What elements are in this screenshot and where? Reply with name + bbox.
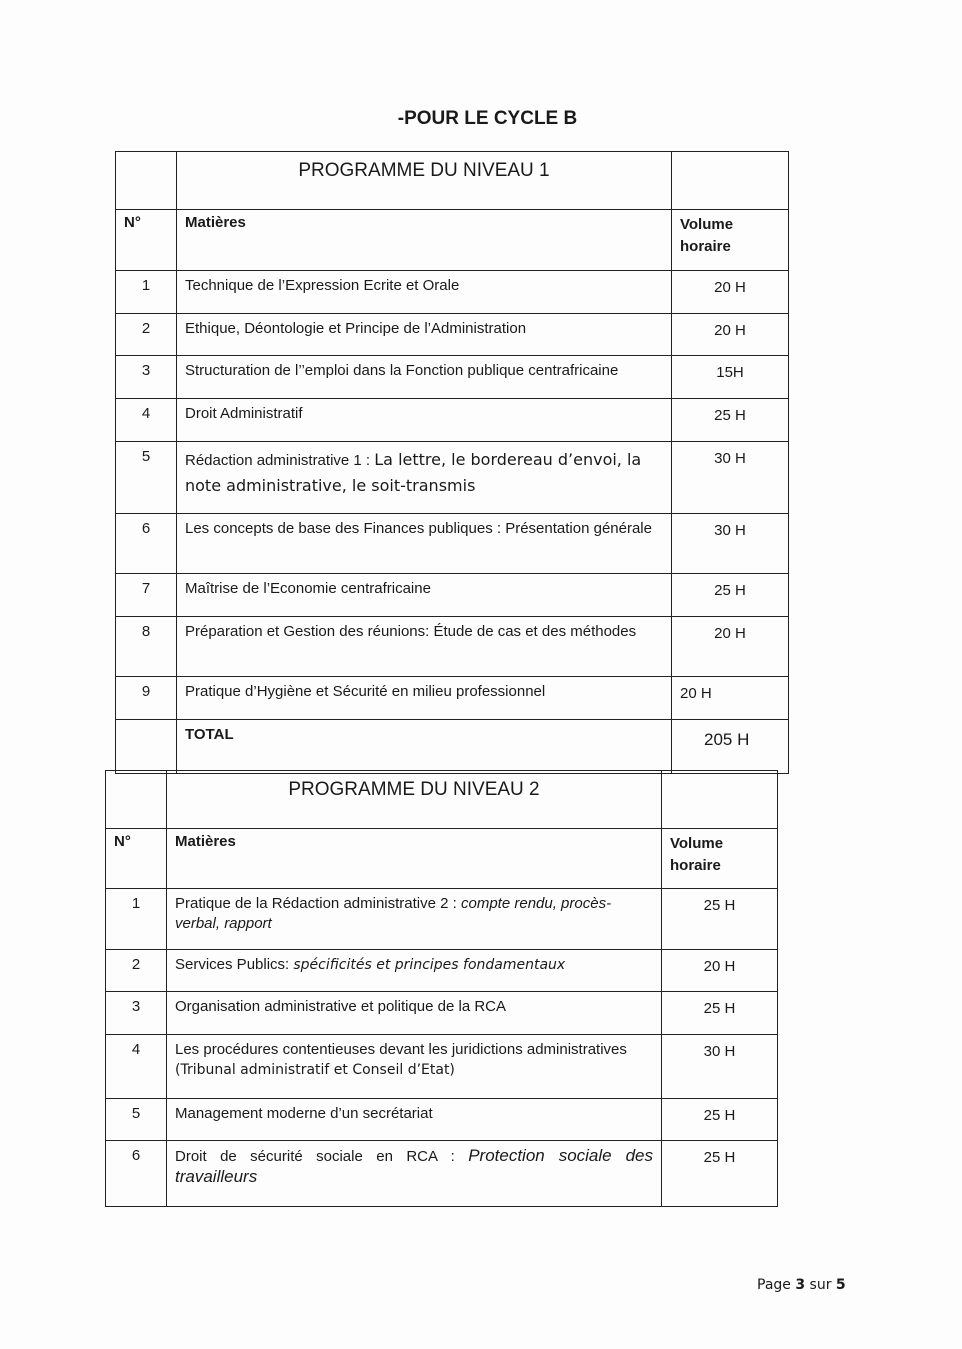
row-matiere-detail: Protection sociale des travailleurs bbox=[175, 1146, 653, 1186]
row-num: 5 bbox=[106, 1099, 167, 1141]
row-volume: 20 H bbox=[662, 950, 778, 992]
row-num: 2 bbox=[116, 314, 177, 356]
col-header-matieres: Matières bbox=[177, 210, 672, 271]
row-num: 7 bbox=[116, 574, 177, 617]
row-num: 1 bbox=[116, 271, 177, 314]
table-row bbox=[106, 992, 778, 1035]
page-footer bbox=[757, 1277, 846, 1293]
row-matiere bbox=[167, 950, 662, 992]
row-num: 4 bbox=[116, 399, 177, 442]
table-row bbox=[106, 889, 778, 950]
row-num: 1 bbox=[106, 889, 167, 950]
row-matiere-lead: Les procédures contentieuses devant les juridictions administratives bbox=[175, 1041, 627, 1058]
row-matiere: Ethique, Déontologie et Principe de l’Administration bbox=[177, 314, 672, 356]
col-header-num: N° bbox=[106, 829, 167, 889]
footer-page-total: 5 bbox=[835, 1277, 846, 1293]
table-row bbox=[116, 617, 789, 677]
col-header-matieres: Matières bbox=[167, 829, 662, 889]
row-volume: 20 H bbox=[672, 314, 789, 356]
row-matiere bbox=[167, 1141, 662, 1207]
section-heading: -POUR LE CYCLE B bbox=[397, 108, 578, 129]
table-title: PROGRAMME DU NIVEAU 1 bbox=[177, 152, 672, 210]
col-header-volume: Volume horaire bbox=[672, 210, 789, 271]
row-num: 8 bbox=[116, 617, 177, 677]
table-title: PROGRAMME DU NIVEAU 2 bbox=[167, 771, 662, 829]
table-title-row bbox=[106, 771, 778, 829]
row-matiere: Organisation administrative et politique de la RCA bbox=[167, 992, 662, 1035]
row-volume: 25 H bbox=[662, 1099, 778, 1141]
row-volume: 20 H bbox=[672, 271, 789, 314]
table-row bbox=[116, 314, 789, 356]
row-volume: 30 H bbox=[672, 514, 789, 574]
row-volume: 25 H bbox=[662, 992, 778, 1035]
row-matiere bbox=[177, 442, 672, 514]
row-matiere: Maîtrise de l’Economie centrafricaine bbox=[177, 574, 672, 617]
row-volume: 25 H bbox=[672, 574, 789, 617]
row-volume: 25 H bbox=[662, 889, 778, 950]
total-row bbox=[116, 720, 789, 774]
table-row bbox=[116, 399, 789, 442]
row-num: 5 bbox=[116, 442, 177, 514]
table-row bbox=[116, 356, 789, 399]
row-num: 6 bbox=[116, 514, 177, 574]
row-matiere bbox=[167, 1035, 662, 1099]
row-num: 6 bbox=[106, 1141, 167, 1207]
footer-prefix: Page bbox=[757, 1277, 796, 1293]
row-volume: 25 H bbox=[672, 399, 789, 442]
row-matiere-detail: (Tribunal administratif et Conseil d’Etat) bbox=[175, 1062, 455, 1078]
row-matiere: Pratique d’Hygiène et Sécurité en milieu professionnel bbox=[177, 677, 672, 720]
table-title-row bbox=[116, 152, 789, 210]
table-row bbox=[106, 1099, 778, 1141]
row-matiere: Les concepts de base des Finances publiques : Présentation générale bbox=[177, 514, 672, 574]
row-matiere: Technique de l’Expression Ecrite et Orale bbox=[177, 271, 672, 314]
row-matiere-lead: Droit de sécurité sociale en RCA : bbox=[175, 1148, 469, 1165]
row-matiere: Préparation et Gestion des réunions: Étude de cas et des méthodes bbox=[177, 617, 672, 677]
col-header-num: N° bbox=[116, 210, 177, 271]
footer-page-number: 3 bbox=[795, 1277, 806, 1293]
programme-niveau-2-table bbox=[105, 770, 778, 1207]
table-row bbox=[106, 1141, 778, 1207]
table-header-row bbox=[106, 829, 778, 889]
row-num: 3 bbox=[106, 992, 167, 1035]
row-volume: 20 H bbox=[672, 677, 789, 720]
table-row bbox=[116, 574, 789, 617]
row-num: 2 bbox=[106, 950, 167, 992]
row-matiere: Structuration de l’’emploi dans la Fonction publique centrafricaine bbox=[177, 356, 672, 399]
row-num: 3 bbox=[116, 356, 177, 399]
table-header-row bbox=[116, 210, 789, 271]
row-matiere-detail: compte rendu, procès-verbal, rapport bbox=[175, 895, 612, 932]
row-num: 4 bbox=[106, 1035, 167, 1099]
table-row bbox=[106, 950, 778, 992]
row-matiere-lead: Services Publics: bbox=[175, 956, 294, 973]
col-header-volume: Volume horaire bbox=[662, 829, 778, 889]
row-matiere-detail: spécificités et principes fondamentaux bbox=[293, 957, 566, 973]
table-row bbox=[116, 514, 789, 574]
row-matiere-detail: La lettre, le bordereau d’envoi, la note administrative, le soit-transmis bbox=[185, 450, 642, 495]
row-matiere: Management moderne d’un secrétariat bbox=[167, 1099, 662, 1141]
table-row bbox=[106, 1035, 778, 1099]
footer-middle: sur bbox=[805, 1277, 836, 1293]
total-label: TOTAL bbox=[177, 720, 672, 774]
programme-niveau-1-table bbox=[115, 151, 789, 774]
row-volume: 30 H bbox=[672, 442, 789, 514]
row-volume: 15H bbox=[672, 356, 789, 399]
row-volume: 25 H bbox=[662, 1141, 778, 1207]
table-row bbox=[116, 677, 789, 720]
row-matiere: Droit Administratif bbox=[177, 399, 672, 442]
row-num: 9 bbox=[116, 677, 177, 720]
table-row bbox=[116, 442, 789, 514]
total-value: 205 H bbox=[672, 720, 789, 774]
table-row bbox=[116, 271, 789, 314]
row-matiere bbox=[167, 889, 662, 950]
row-volume: 30 H bbox=[662, 1035, 778, 1099]
row-matiere-lead: Pratique de la Rédaction administrative 2 : bbox=[175, 895, 461, 912]
row-volume: 20 H bbox=[672, 617, 789, 677]
row-matiere-lead: Rédaction administrative 1 : bbox=[185, 452, 375, 469]
